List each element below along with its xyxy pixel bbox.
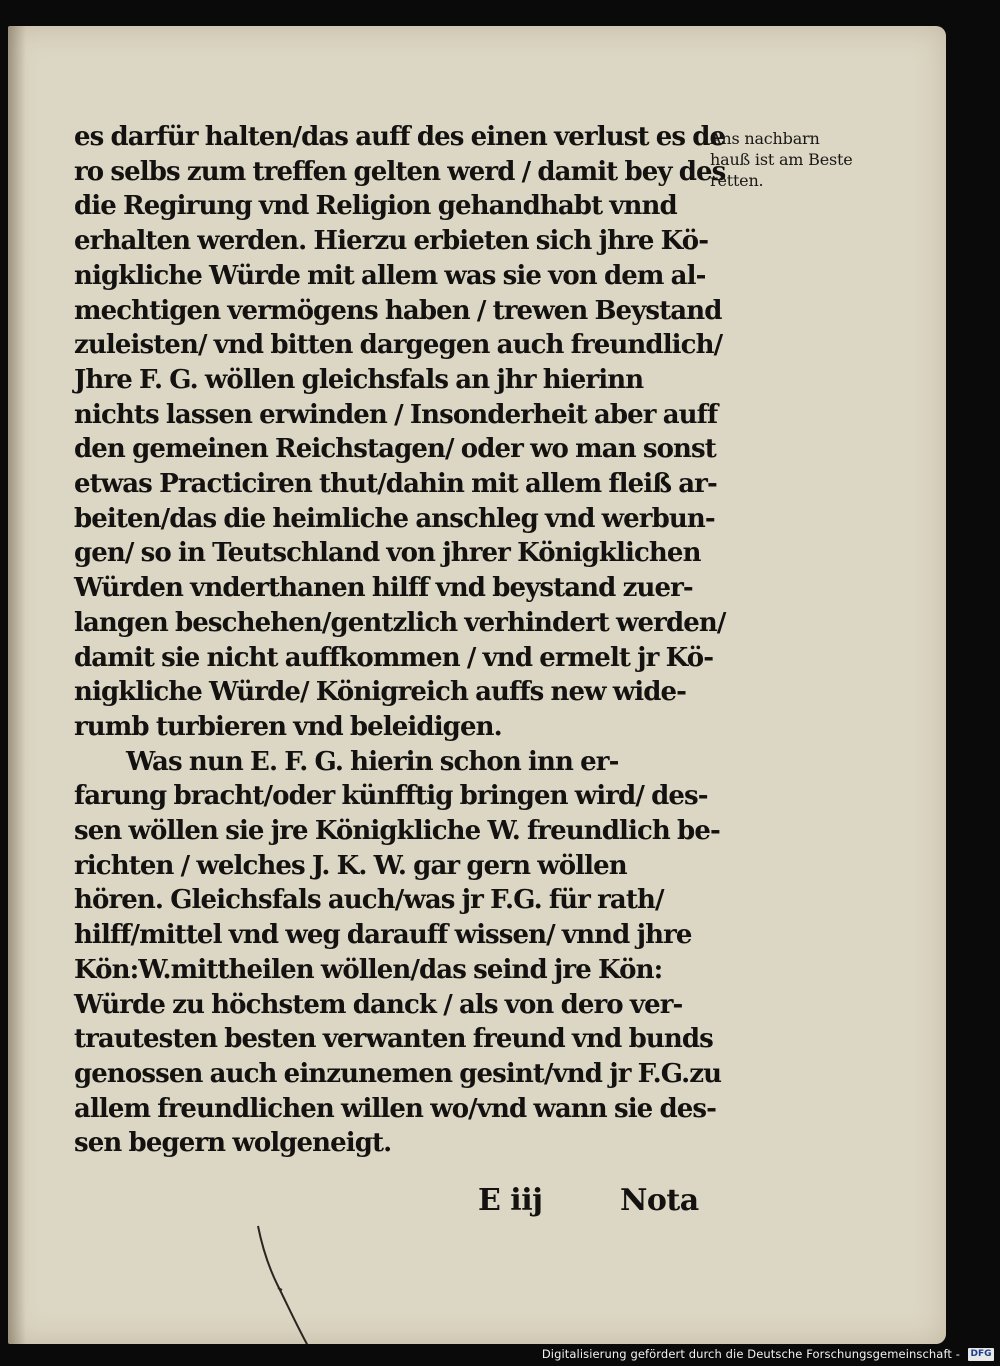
text-line: erhalten werden. Hierzu erbieten sich jhre Kö- <box>74 226 709 257</box>
paragraph-start-line: Was nun E. F. G. hierin schon inn er- <box>126 746 619 777</box>
text-line: sen begern wolgeneigt. <box>74 1128 392 1159</box>
text-line: ro selbs zum treffen gelten werd / damit bey des <box>74 156 726 187</box>
marginal-note-line: retten. <box>710 171 764 190</box>
text-line: nigkliche Würde/ Königreich auffs new wide- <box>74 677 687 708</box>
text-line: zuleisten/ vnd bitten dargegen auch freundlich/ <box>74 330 723 361</box>
text-line: genossen auch einzunemen gesint/vnd jr F.G.zu <box>74 1058 722 1089</box>
footer-bar <box>0 1344 1000 1366</box>
text-line: den gemeinen Reichstagen/ oder wo man sonst <box>74 434 716 465</box>
text-line: nichts lassen erwinden / Insonderheit aber auff <box>74 399 718 430</box>
ink-trace-mark <box>238 1206 358 1366</box>
marginal-note <box>710 128 900 191</box>
catchword: Nota <box>620 1183 699 1218</box>
text-line: sen wöllen sie jre Königkliche W. freundlich be- <box>74 816 720 847</box>
text-line: die Regirung vnd Religion gehandhabt vnnd <box>74 191 677 222</box>
text-line: beiten/das die heimliche anschleg vnd werbun- <box>74 503 715 534</box>
funding-credit: Digitalisierung gefördert durch die Deutsche Forschungsgemeinschaft - <box>541 1347 960 1361</box>
text-line: langen beschehen/gentzlich verhindert werden/ <box>74 607 726 638</box>
text-line: gen/ so in Teutschland von jhrer Königklichen <box>74 538 701 569</box>
text-line: hilff/mittel vnd weg darauff wissen/ vnnd jhre <box>74 920 692 951</box>
text-line: Würde zu höchstem danck / als von dero ver- <box>74 989 683 1020</box>
marginal-note-line: Ans nachbarn <box>710 129 820 148</box>
text-line: richten / welches J. K. W. gar gern wöllen <box>74 850 627 881</box>
text-line: nigkliche Würde mit allem was sie von dem al- <box>74 260 706 291</box>
text-line: farung bracht/oder künfftig bringen wird/ des- <box>74 781 708 812</box>
marginal-note-line: hauß ist am Beste <box>710 150 853 169</box>
dfg-logo: DFG <box>968 1348 994 1361</box>
signature-mark: E iij <box>478 1183 543 1218</box>
text-line: damit sie nicht auffkommen / vnd ermelt jr Kö- <box>74 642 714 673</box>
text-line: es darfür halten/das auff des einen verlust es de <box>74 122 726 152</box>
text-line: Kön:W.mittheilen wöllen/das seind jre Kön: <box>74 954 663 985</box>
text-line: allem freundlichen willen wo/vnd wann sie des- <box>74 1093 717 1124</box>
text-line: etwas Practiciren thut/dahin mit allem fleiß ar- <box>74 469 717 500</box>
text-line: mechtigen vermögens haben / trewen Beystand <box>74 295 722 326</box>
text-line: trautesten besten verwanten freund vnd bunds <box>74 1024 713 1055</box>
main-text-block <box>74 120 726 1161</box>
text-line: hören. Gleichsfals auch/was jr F.G. für rath/ <box>74 885 664 916</box>
text-line: rumb turbieren vnd beleidigen. <box>74 711 502 742</box>
text-line: Jhre F. G. wöllen gleichsfals an jhr hierinn <box>74 364 644 395</box>
book-page <box>8 26 946 1344</box>
text-line: Würden vnderthanen hilff vnd beystand zuer- <box>74 573 693 604</box>
